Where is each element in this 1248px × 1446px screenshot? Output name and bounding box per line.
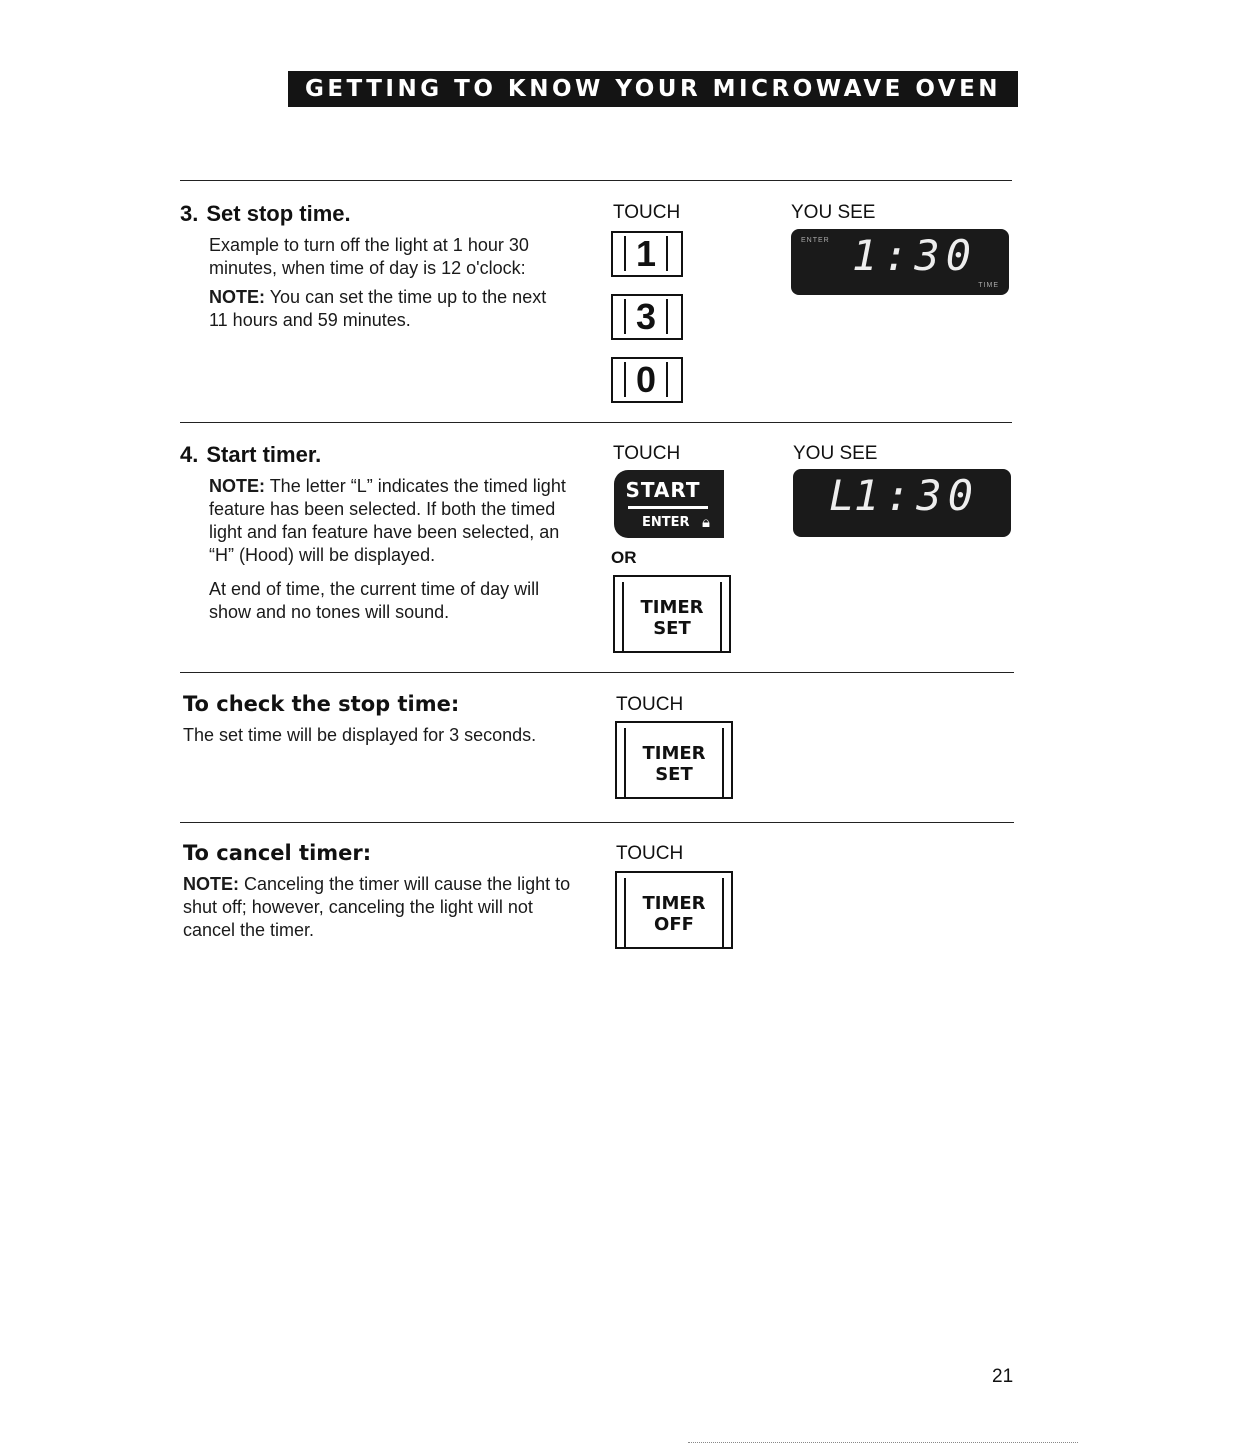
- note-text: The letter “L” indicates the timed light feature has been selected. If both the timed light and fan feature have been selected, an “H” (Hood) will be displayed.: [209, 476, 566, 565]
- section-divider: [180, 672, 1014, 673]
- display-time-digits: 1:30: [851, 231, 977, 280]
- timer-set-button[interactable]: [615, 721, 733, 799]
- section-divider: [180, 180, 1012, 181]
- or-label: OR: [611, 548, 637, 567]
- display-light-letter: L: [829, 471, 855, 520]
- page-header-banner: GETTING TO KNOW YOUR MICROWAVE OVEN: [288, 71, 1018, 107]
- timer-set-line1: TIMER: [640, 596, 704, 618]
- note-label: NOTE:: [209, 287, 265, 307]
- timer-off-line1: TIMER: [642, 892, 706, 914]
- step-4-title-text: Start timer.: [206, 442, 322, 467]
- you-see-label: YOU SEE: [791, 202, 876, 223]
- start-underline: [628, 506, 708, 509]
- display-time-digits: 1:30: [853, 471, 979, 520]
- note-label: NOTE:: [183, 874, 239, 894]
- step-4-end-text: At end of time, the current time of day will show and no tones will sound.: [209, 579, 540, 622]
- check-stop-time-title: To check the stop time:: [183, 692, 460, 716]
- key-1-button[interactable]: [611, 231, 683, 277]
- touch-label: TOUCH: [613, 202, 681, 223]
- step-3-title-text: Set stop time.: [206, 201, 351, 226]
- key-3-label: 3: [624, 299, 668, 334]
- timer-set-line1: TIMER: [642, 742, 706, 764]
- lock-icon: 🔒︎: [702, 514, 710, 531]
- timer-set-line2: SET: [653, 617, 691, 639]
- key-0-button[interactable]: [611, 357, 683, 403]
- cancel-timer-note: [183, 873, 583, 942]
- you-see-label: YOU SEE: [793, 443, 878, 464]
- start-enter-button[interactable]: [614, 470, 724, 538]
- note-text: You can set the time up to the next 11 hours and 59 minutes.: [209, 287, 547, 330]
- display-time-indicator: TIME: [978, 282, 999, 289]
- touch-label: TOUCH: [616, 694, 684, 715]
- start-label: START: [625, 478, 701, 502]
- footer-line: [688, 1442, 1078, 1443]
- step-4-title: [180, 442, 321, 468]
- note-label: NOTE:: [209, 476, 265, 496]
- step-4-note: [209, 475, 589, 567]
- timer-off-button[interactable]: [615, 871, 733, 949]
- key-1-label: 1: [624, 236, 668, 271]
- key-0-label: 0: [624, 362, 668, 397]
- step-4-number: 4.: [180, 442, 199, 467]
- enter-label: ENTER: [642, 515, 690, 530]
- touch-label: TOUCH: [613, 443, 681, 464]
- timer-off-line2: OFF: [654, 913, 694, 935]
- display-enter-indicator: ENTER: [801, 237, 830, 244]
- key-3-button[interactable]: [611, 294, 683, 340]
- display-panel-step4: [793, 469, 1011, 537]
- step-3-note: [209, 286, 569, 332]
- step-3-title: [180, 201, 351, 227]
- step-3-example: Example to turn off the light at 1 hour 30 minutes, when time of day is 12 o'clock:: [209, 235, 529, 278]
- display-panel-step3: [791, 229, 1009, 295]
- note-text: Canceling the timer will cause the light to shut off; however, canceling the light will not cancel the timer.: [183, 874, 571, 940]
- section-divider: [180, 822, 1014, 823]
- touch-label: TOUCH: [616, 843, 684, 864]
- step-3-number: 3.: [180, 201, 199, 226]
- page-number: 21: [992, 1366, 1014, 1387]
- section-divider: [180, 422, 1012, 423]
- cancel-timer-title: To cancel timer:: [183, 841, 372, 865]
- timer-set-line2: SET: [655, 763, 693, 785]
- check-stop-time-text: The set time will be displayed for 3 seconds.: [183, 725, 537, 745]
- timer-set-button[interactable]: [613, 575, 731, 653]
